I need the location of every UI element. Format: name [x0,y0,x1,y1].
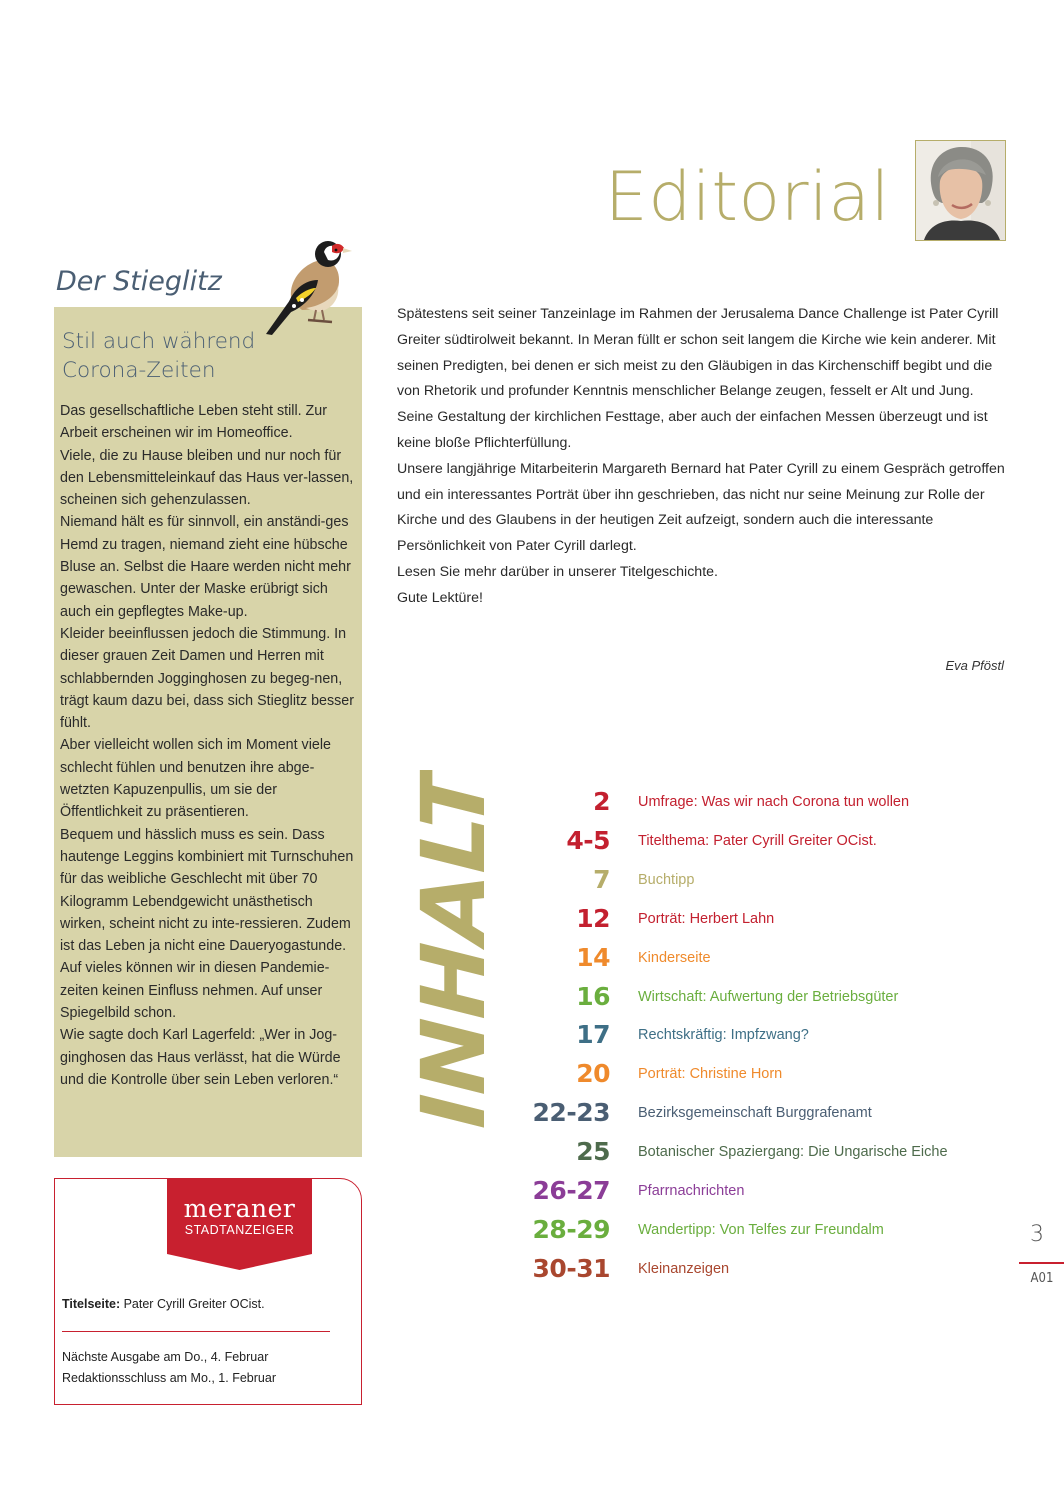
toc-page-number: 12 [576,903,610,933]
toc-item[interactable] [520,1253,1020,1285]
toc-item[interactable] [520,1136,1020,1168]
divider [62,1331,330,1332]
toc-item[interactable] [520,864,1020,896]
toc-item[interactable] [520,825,1020,857]
toc-page-number: 28-29 [532,1214,610,1244]
cover-text: Pater Cyrill Greiter OCist. [120,1297,265,1311]
toc-title: Botanischer Spaziergang: Die Ungarische Eiche [638,1144,948,1161]
toc-page-number: 22-23 [532,1098,610,1128]
toc-item[interactable] [520,1214,1020,1246]
toc-title: Umfrage: Was wir nach Corona tun wollen [638,794,910,810]
goldfinch-icon [262,236,354,338]
editorial-signature: Eva Pföstl [945,658,1004,673]
editorial-title: Editorial [604,158,890,237]
toc-title: Porträt: Herbert Lahn [638,910,775,927]
logo-wordmark: meraner [183,1194,296,1223]
toc-item[interactable] [520,1058,1020,1090]
page-number: 3 [1030,1222,1044,1247]
toc-page-number: 20 [576,1059,610,1089]
editorial-paragraph: Spätestens seit seiner Tanzeinlage im Rahmen der Jerusalema Dance Challenge ist Pater Cyrill Greiter südtirolweit bekannt. In Meran füllt er schon seit langem die Kirche wie kein anderer. Mit seinen Predigten, bei denen er sich meist zu den Gläubigen in das Kirchenschiff begibt und die von Rhetorik und profunder Kenntnis menschlicher Belange zeugen, fesselt er Alt und Jung. Seine Gestaltung der kirchlichen Festtage, aber auch der einfachen Messen überzeugt und ist keine bloße Pflichterfüllung. [397,306,999,451]
page-code: A01 [1030,1271,1054,1286]
column-paragraph: Kleider beeinflussen jedoch die Stimmung. In dieser grauen Zeit Damen und Herren mit schlabbernden Jogginghosen zu begeg-nen, trägt kaum dazu bei, dass sich Stieglitz besser fühlt. [60,625,355,732]
column-paragraph: Niemand hält es für sinnvoll, ein anständi-ges Hemd zu tragen, niemand zieht eine hübsche Bluse an. Selbst die Haare werden nicht mehr gewaschen. Unter der Maske erübrigt sich auch ein gepflegtes Make-up. [60,514,351,620]
column-body [60,400,356,1091]
cover-note [62,1297,265,1311]
editorial-paragraph: Lesen Sie mehr darüber in unserer Titelgeschichte. [397,563,718,580]
editorial-body [397,302,1009,612]
page-number-rule [1019,1262,1064,1264]
toc-item[interactable] [520,981,1020,1013]
toc-title: Buchtipp [638,871,695,888]
author-photo [915,140,1006,241]
column-heading: Der Stieglitz [56,266,222,297]
toc-item[interactable] [520,942,1020,974]
column-paragraph: Das gesellschaftliche Leben steht still. Zur Arbeit erscheinen wir im Homeoffice. [60,403,328,442]
toc-page-number: 30-31 [532,1253,610,1283]
next-issue-date: Nächste Ausgabe am Do., 4. Februar [62,1350,269,1364]
toc-page-number: 17 [576,1020,610,1050]
column-title: Stil auch während Corona-Zeiten [62,329,256,383]
toc-page-number: 14 [576,942,610,972]
toc-page-number: 7 [593,864,610,894]
column-paragraph: Auf vieles können wir in diesen Pandemie-zeiten keinen Einfluss nehmen. Auf unser Spiegelbild schon. [60,960,330,1022]
toc-page-number: 26-27 [532,1176,610,1205]
toc-item[interactable] [520,1019,1020,1051]
author-portrait-image [916,141,1005,240]
toc-page-number: 16 [576,981,610,1011]
toc-item[interactable] [520,1097,1020,1129]
toc-title: Wandertipp: Von Telfes zur Freundalm [638,1221,884,1238]
toc-title: Titelthema: Pater Cyrill Greiter OCist. [638,832,877,849]
toc-title: Wirtschaft: Aufwertung der Betriebsgüter [638,988,899,1005]
column-paragraph: Viele, die zu Hause bleiben und nur noch für den Lebensmitteleinkauf das Haus ver-lassen, scheinen sich gehenzulassen. [60,447,354,509]
editorial-paragraph: Gute Lektüre! [397,589,483,606]
inhalt-heading-text: INHALT [403,770,506,1140]
cover-label: Titelseite: [62,1297,121,1311]
toc-title: Rechtskräftig: Impfzwang? [638,1027,809,1044]
toc-title: Bezirksgemeinschaft Burggrafenamt [638,1105,872,1122]
toc-page-number: 2 [593,787,610,816]
toc-item[interactable] [520,786,1020,818]
toc-item[interactable] [520,903,1020,935]
editorial-paragraph: Unsere langjährige Mitarbeiterin Margareth Bernard hat Pater Cyrill zu einem Gespräch getroffen und ein interessantes Porträt über ihn geschrieben, das nicht nur seine Meinung zur Rolle der Kirche und des Glaubens in der heutigen Zeit aufzeigt, sondern auch die interessante Persönlichkeit von Pater Cyrill darlegt. [397,460,1005,555]
toc-page-number: 25 [576,1137,610,1167]
column-paragraph: Wie sagte doch Karl Lagerfeld: „Wer in Jog-ginghosen das Haus verlässt, hat die Würde und die Kontrolle über sein Leben verloren.“ [60,1027,341,1088]
toc-page-number: 4-5 [566,825,610,855]
toc-title: Pfarrnachrichten [638,1183,745,1199]
toc-title: Kleinanzeigen [638,1260,730,1277]
toc-item[interactable] [520,1175,1020,1207]
toc-title: Porträt: Christine Horn [638,1066,783,1083]
logo-subtitle: STADTANZEIGER [184,1223,295,1237]
editorial-deadline: Redaktionsschluss am Mo., 1. Februar [62,1371,276,1385]
column-paragraph: Aber vielleicht wollen sich im Moment viele schlecht fühlen und benutzen ihre abge-wetzten Kapuzenpullis, um sie der Öffentlichkeit zu präsentieren. [60,737,331,821]
column-paragraph: Bequem und hässlich muss es sein. Dass hautenge Leggins kombiniert mit Turnschuhen für das weibliche Geschlecht mit über 70 Kilogramm Lebendgewicht unästhetisch wirken, scheint nicht zu inte-ressieren. Zudem ist das Leben ja nicht eine Daueryogastunde. [60,826,354,955]
toc-title: Kinderseite [638,949,711,966]
